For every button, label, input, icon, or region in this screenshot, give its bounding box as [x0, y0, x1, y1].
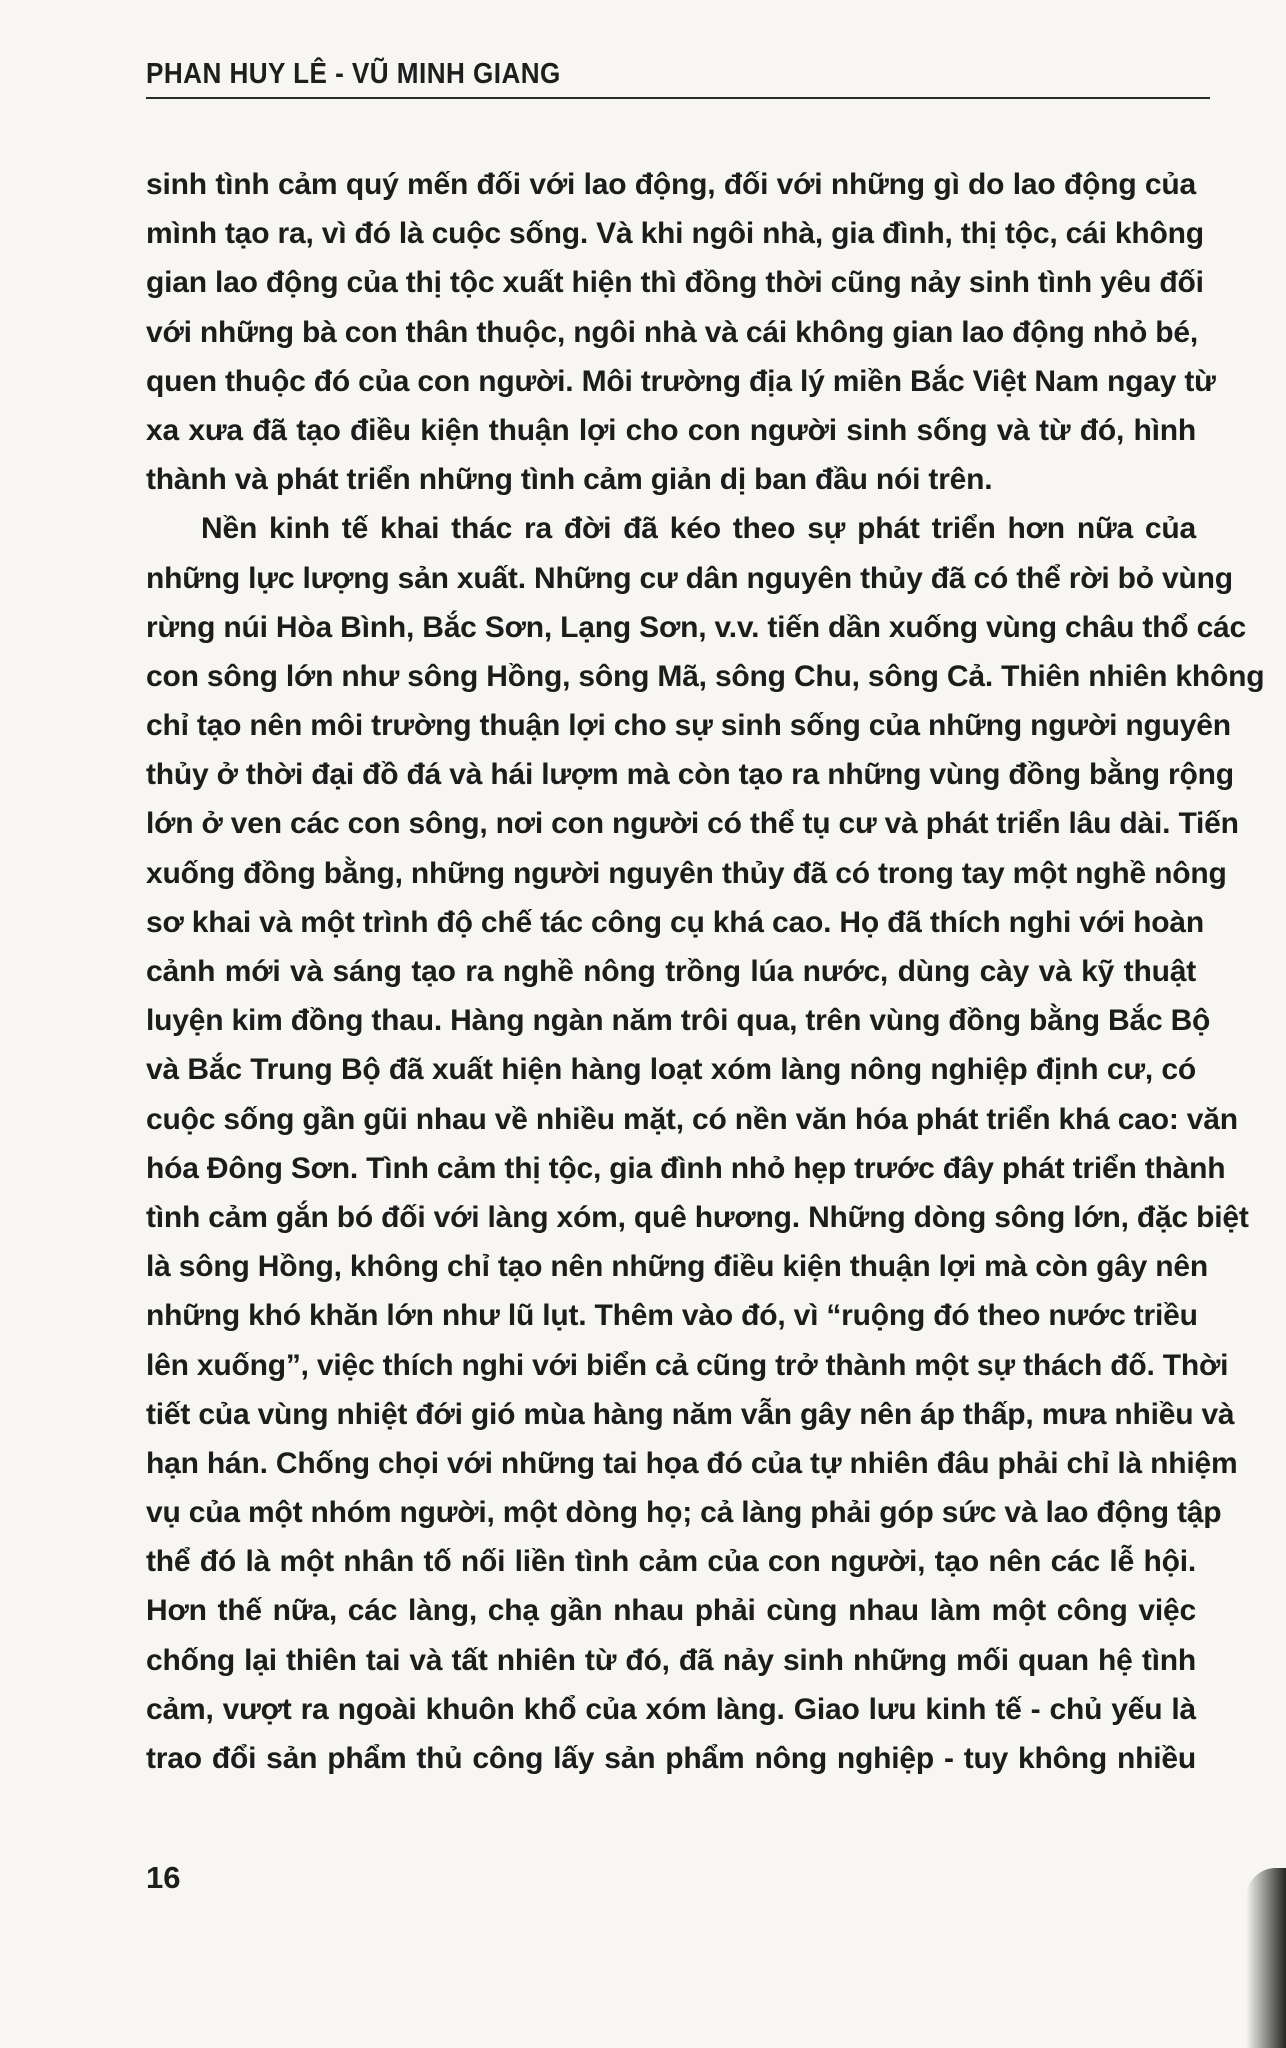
- text-line: cảnh mới và sáng tạo ra nghề nông trồng lúa nước, dùng cày và kỹ thuật: [146, 955, 1196, 988]
- text-line: chỉ tạo nên môi trường thuận lợi cho sự sinh sống của những người nguyên: [146, 709, 1231, 743]
- text-line: tiết của vùng nhiệt đới gió mùa hàng năm vẫn gây nên áp thấp, mưa nhiều và: [146, 1397, 1235, 1431]
- text-line: trao đổi sản phẩm thủ công lấy sản phẩm nông nghiệp - tuy không nhiều: [146, 1742, 1196, 1775]
- body-text: [146, 160, 1265, 1783]
- text-line: gian lao động của thị tộc xuất hiện thì đồng thời cũng nảy sinh tình yêu đối: [146, 266, 1204, 300]
- text-line: quen thuộc đó của con người. Môi trường địa lý miền Bắc Việt Nam ngay từ: [146, 364, 1216, 398]
- text-line: thành và phát triển những tình cảm giản dị ban đầu nói trên.: [146, 463, 993, 497]
- text-line: hạn hán. Chống chọi với những tai họa đó của tự nhiên đâu phải chỉ là nhiệm: [146, 1446, 1238, 1480]
- text-line: thủy ở thời đại đồ đá và hái lượm mà còn tạo ra những vùng đồng bằng rộng: [146, 758, 1234, 792]
- text-line: cuộc sống gần gũi nhau về nhiều mặt, có nền văn hóa phát triển khá cao: văn: [146, 1102, 1238, 1136]
- text-line: rừng núi Hòa Bình, Bắc Sơn, Lạng Sơn, v.v. tiến dần xuống vùng châu thổ các: [146, 610, 1247, 644]
- text-line: thể đó là một nhân tố nối liền tình cảm của con người, tạo nên các lễ hội.: [146, 1545, 1196, 1579]
- text-line: với những bà con thân thuộc, ngôi nhà và cái không gian lao động nhỏ bé,: [146, 315, 1198, 349]
- header-rule: [146, 97, 1210, 99]
- text-line: luyện kim đồng thau. Hàng ngàn năm trôi qua, trên vùng đồng bằng Bắc Bộ: [146, 1004, 1211, 1038]
- text-line: con sông lớn như sông Hồng, sông Mã, sông Chu, sông Cả. Thiên nhiên không: [146, 659, 1265, 693]
- text-line: xuống đồng bằng, những người nguyên thủy đã có trong tay một nghề nông: [146, 856, 1227, 890]
- text-line: những khó khăn lớn như lũ lụt. Thêm vào đó, vì “ruộng đó theo nước triều: [146, 1299, 1198, 1333]
- page-edge-shadow: [1246, 1868, 1286, 2048]
- text-line: lên xuống”, việc thích nghi với biển cả cũng trở thành một sự thách đố. Thời: [146, 1348, 1229, 1382]
- text-line: và Bắc Trung Bộ đã xuất hiện hàng loạt xóm làng nông nghiệp định cư, có: [146, 1053, 1196, 1087]
- text-line: sơ khai và một trình độ chế tác công cụ khá cao. Họ đã thích nghi với hoàn: [146, 905, 1205, 939]
- text-line: vụ của một nhóm người, một dòng họ; cả làng phải góp sức và lao động tập: [146, 1496, 1222, 1530]
- running-header: PHAN HUY LÊ - VŨ MINH GIANG: [146, 58, 561, 90]
- text-line: xa xưa đã tạo điều kiện thuận lợi cho con người sinh sống và từ đó, hình: [146, 413, 1196, 447]
- text-line: tình cảm gắn bó đối với làng xóm, quê hương. Những dòng sông lớn, đặc biệt: [146, 1200, 1249, 1234]
- page-number: 16: [146, 1860, 181, 1895]
- text-line: chống lại thiên tai và tất nhiên từ đó, đã nảy sinh những mối quan hệ tình: [146, 1643, 1196, 1677]
- text-line: sinh tình cảm quý mến đối với lao động, đối với những gì do lao động của: [146, 168, 1196, 201]
- text-line: Hơn thế nữa, các làng, chạ gần nhau phải cùng nhau làm một công việc: [146, 1594, 1196, 1628]
- text-line: lớn ở ven các con sông, nơi con người có thể tụ cư và phát triển lâu dài. Tiến: [146, 807, 1239, 841]
- paragraph-first-line: Nền kinh tế khai thác ra đời đã kéo theo sự phát triển hơn nữa của: [201, 512, 1196, 546]
- text-line: mình tạo ra, vì đó là cuộc sống. Và khi ngôi nhà, gia đình, thị tộc, cái không: [146, 217, 1204, 251]
- text-line: những lực lượng sản xuất. Những cư dân nguyên thủy đã có thể rời bỏ vùng: [146, 561, 1233, 595]
- text-line: là sông Hồng, không chỉ tạo nên những điều kiện thuận lợi mà còn gây nên: [146, 1250, 1209, 1284]
- text-line: cảm, vượt ra ngoài khuôn khổ của xóm làng. Giao lưu kinh tế - chủ yếu là: [146, 1692, 1196, 1726]
- text-line: hóa Đông Sơn. Tình cảm thị tộc, gia đình nhỏ hẹp trước đây phát triển thành: [146, 1151, 1226, 1185]
